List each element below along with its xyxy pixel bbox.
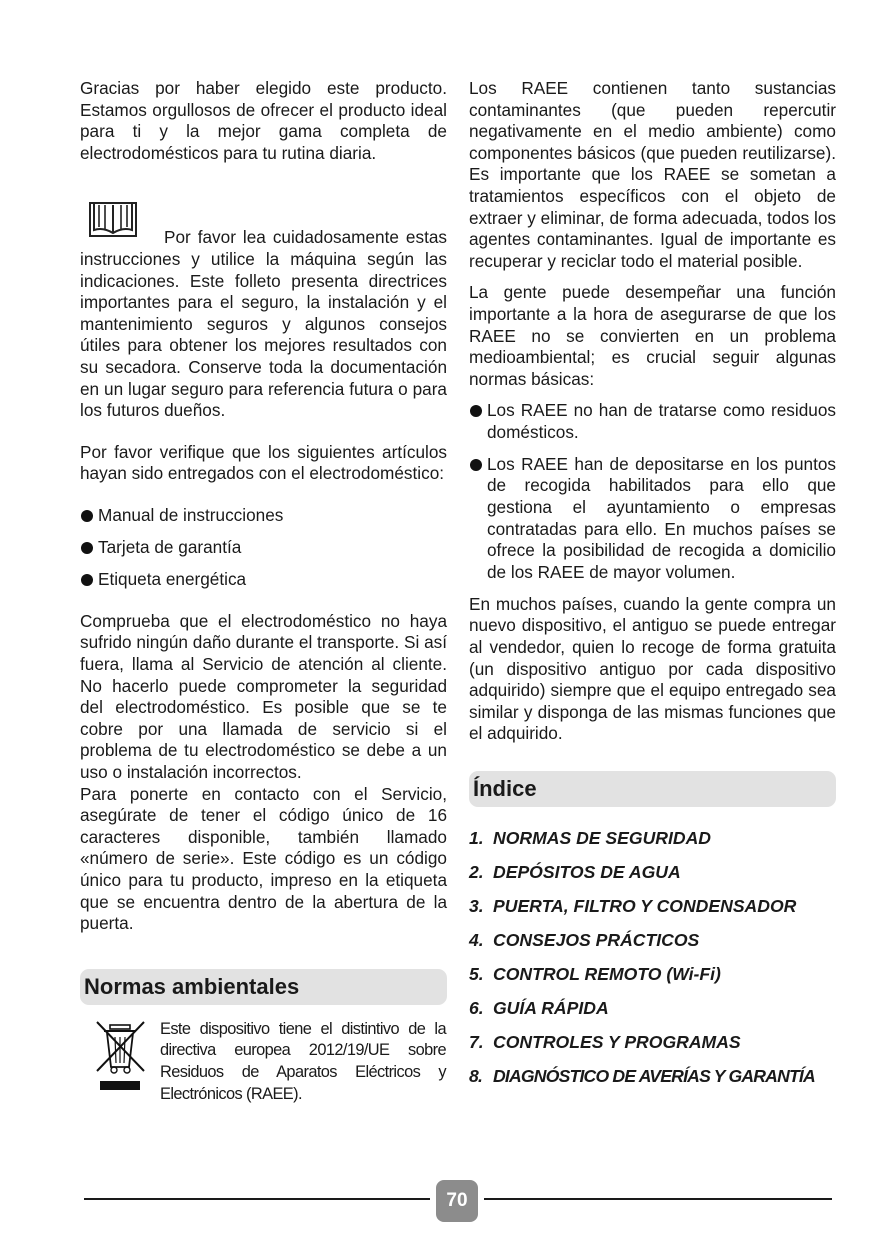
page-footer [0, 1180, 874, 1224]
footer-rule-right [484, 1198, 832, 1200]
index-entry[interactable]: 3. PUERTA, FILTRO Y CONDENSADOR [469, 896, 797, 916]
index-title: Índice [473, 776, 537, 801]
index-entry[interactable]: 8. DIAGNÓSTICO DE AVERÍAS Y GARANTÍA [469, 1066, 815, 1086]
index-entry[interactable]: 2. DEPÓSITOS DE AGUA [469, 862, 681, 882]
list-item: Los RAEE no han de tratarse como residuos domésticos. [469, 400, 836, 443]
environment-title: Normas ambientales [84, 973, 300, 999]
list-item: Etiqueta energética [80, 569, 447, 591]
raee-paragraph-2: La gente puede desempeñar una función importante a la hora de asegurarse de que los RAEE no se convierten en un problema medioambiental; es crucial seguir algunas normas básicas: [469, 282, 836, 389]
index-entry[interactable]: 1. NORMAS DE SEGURIDAD [469, 828, 711, 848]
raee-paragraph-1: Los RAEE contienen tanto sustancias contaminantes (que pueden repercutir negativamente en el medio ambiente) como componentes básicos (que pueden reutilizarse). Es importante que los RAEE se sometan a tratamientos específicos con el objeto de extraer y eliminar, de forma adecuada, todos los agentes contaminantes. Igual de importante es recuperar y reciclar todo el material posible. [469, 78, 836, 271]
verify-paragraph: Por favor verifique que los siguientes artículos hayan sido entregados con el electrodoméstico: [80, 441, 447, 484]
index-entry[interactable]: 6. GUÍA RÁPIDA [469, 998, 609, 1018]
index-entry[interactable]: 5. CONTROL REMOTO (Wi-Fi) [469, 964, 721, 984]
list-item: Manual de instrucciones [80, 505, 447, 527]
page-number-badge: 70 [436, 1180, 478, 1222]
contact-paragraph: Para ponerte en contacto con el Servicio, asegúrate de tener el código único de 16 caracteres disponible, también llamado «número de serie». Este código es un código único para tu producto, impreso en la etiqueta que se encuentra dentro de la abertura de la puerta. [80, 783, 447, 934]
open-book-icon [88, 199, 138, 239]
raee-paragraph-3: En muchos países, cuando la gente compra un nuevo dispositivo, el antiguo se puede entregar al vendedor, quien lo recoge de forma gratuita (un dispositivo antiguo por cada dispositivo adquirido) siempre que el equipo entregado sea similar y disponga de las mismas funciones que el adquirido. [469, 593, 836, 744]
weee-bin-icon [80, 1019, 160, 1105]
index-entry[interactable]: 7. CONTROLES Y PROGRAMAS [469, 1032, 741, 1052]
index-list [469, 827, 836, 1099]
list-item: Tarjeta de garantía [80, 537, 447, 559]
list-item: Los RAEE han de depositarse en los puntos de recogida habilitados para ello que gestiona el ayuntamiento o empresas contratadas para ello. En muchos países se ofrece la posibilidad de recogida a domicilio de los RAEE de mayor volumen. [469, 454, 836, 584]
intro-paragraph: Gracias por haber elegido este producto. Estamos orgullosos de ofrecer el producto ideal para ti y la mejor gama completa de electrodomésticos para tu rutina diaria. [80, 78, 447, 163]
manual-notice-text: Por favor lea cuidadosamente estas instrucciones y utilice la máquina según las indicaciones. Este folleto presenta directrices importantes para el seguro, la instalación y el mantenimiento seguros y algunos consejos útiles para obtener los mejores resultados con su secadora. Conserve toda la documentación en un lugar seguro para referencia futura o para los futuros dueños. [80, 227, 447, 421]
delivered-items-list [80, 505, 447, 591]
footer-rule-left [84, 1198, 430, 1200]
weee-notice [80, 1019, 447, 1105]
index-section-header [469, 771, 836, 807]
damage-paragraph: Comprueba que el electrodoméstico no haya sufrido ningún daño durante el transporte. Si así fuera, llama al Servicio de atención al cliente. No hacerlo puede comprometer la seguridad del electrodoméstico. Es posible que se te cobre por una llamada de servicio si el problema de tu electrodoméstico se debe a un uso o instalación incorrectos. [80, 610, 447, 783]
manual-notice [80, 199, 447, 421]
right-column [469, 78, 836, 1099]
raee-rules-list [469, 400, 836, 583]
index-entry[interactable]: 4. CONSEJOS PRÁCTICOS [469, 930, 700, 950]
environment-section-header [80, 969, 447, 1005]
left-column [80, 78, 447, 1105]
weee-text: Este dispositivo tiene el distintivo de la directiva europea 2012/19/UE sobre Residuos de Aparatos Eléctricos y Electrónicos (RAEE). [160, 1019, 446, 1103]
